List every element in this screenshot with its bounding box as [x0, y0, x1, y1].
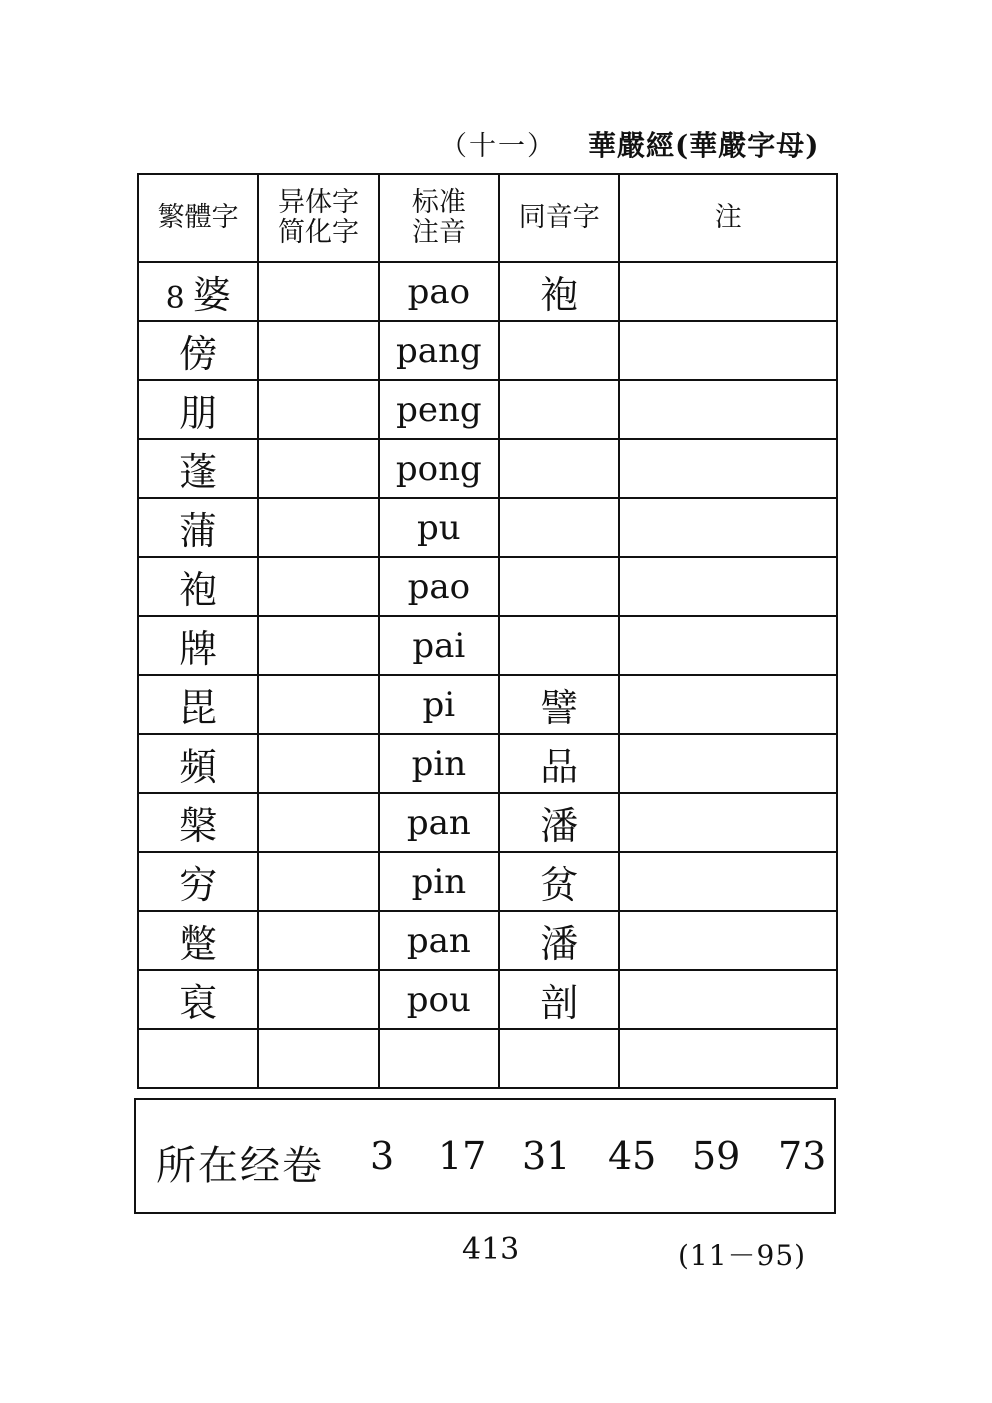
pinyin-cell: [379, 793, 499, 852]
note-cell: [619, 380, 837, 439]
pinyin-text: pang: [396, 330, 482, 371]
traditional-char-cell: [138, 852, 258, 911]
table-header-row: [138, 174, 837, 262]
header-text: 标准: [411, 187, 466, 218]
note-cell: [619, 321, 837, 380]
volume-number: 17: [438, 1134, 487, 1178]
pinyin-cell: [379, 675, 499, 734]
pinyin-cell: [379, 734, 499, 793]
table-row: [138, 793, 837, 852]
variant-char-cell: [258, 498, 378, 557]
variant-char-cell: [258, 616, 378, 675]
traditional-char-cell: [138, 970, 258, 1029]
header-text: 异体字: [278, 187, 360, 218]
traditional-char-text: 裒: [179, 981, 218, 1025]
variant-char-cell: [258, 1029, 378, 1088]
homophone-cell: [499, 321, 619, 380]
traditional-char-cell: [138, 675, 258, 734]
pinyin-cell: [379, 970, 499, 1029]
traditional-char-text: 頻: [179, 745, 218, 789]
traditional-char-cell: [138, 262, 258, 321]
traditional-char-cell: [138, 380, 258, 439]
note-cell: [619, 734, 837, 793]
column-header-note: [619, 174, 837, 262]
traditional-char-cell: [138, 616, 258, 675]
traditional-char-text: 蓬: [179, 450, 218, 494]
pinyin-text: pong: [395, 448, 482, 489]
variant-char-cell: [258, 439, 378, 498]
homophone-cell: [499, 498, 619, 557]
traditional-char-cell: [138, 911, 258, 970]
pinyin-cell: [379, 616, 499, 675]
page-title: 華嚴經(華嚴字母): [588, 129, 820, 162]
column-header-pinyin: [379, 174, 499, 262]
variant-char-cell: [258, 262, 378, 321]
pinyin-cell: [379, 498, 499, 557]
note-cell: [619, 262, 837, 321]
traditional-char-cell: [138, 793, 258, 852]
homophone-cell: [499, 911, 619, 970]
pinyin-text: peng: [396, 389, 482, 430]
pinyin-cell: [379, 439, 499, 498]
traditional-char-cell: [138, 498, 258, 557]
table-row: [138, 380, 837, 439]
pinyin-cell: [379, 1029, 499, 1088]
volume-number: 45: [608, 1134, 657, 1178]
note-cell: [619, 852, 837, 911]
traditional-char-text: 袍: [179, 568, 218, 612]
variant-char-cell: [258, 734, 378, 793]
homophone-cell: [499, 557, 619, 616]
volumes-box: [134, 1098, 836, 1214]
column-header-traditional: [138, 174, 258, 262]
table-row: [138, 321, 837, 380]
table-row: [138, 616, 837, 675]
page-number: 413: [462, 1232, 520, 1267]
variant-char-cell: [258, 675, 378, 734]
pinyin-text: pan: [406, 802, 471, 843]
section-number: （十一）: [440, 131, 556, 162]
header-text: 同音字: [518, 202, 600, 233]
page-code: (11－95): [678, 1239, 807, 1272]
volume-number: 73: [778, 1134, 827, 1178]
traditional-char-cell: [138, 439, 258, 498]
pinyin-text: pu: [417, 507, 461, 548]
note-cell: [619, 793, 837, 852]
traditional-char-text: 牌: [179, 627, 218, 671]
table-row: [138, 675, 837, 734]
pinyin-text: pai: [412, 625, 466, 666]
note-cell: [619, 439, 837, 498]
variant-char-cell: [258, 852, 378, 911]
table-row: [138, 1029, 837, 1088]
homophone-text: 潘: [540, 804, 579, 848]
variant-char-cell: [258, 911, 378, 970]
pinyin-text: pin: [411, 743, 467, 784]
note-cell: [619, 1029, 837, 1088]
pinyin-text: pan: [406, 920, 471, 961]
traditional-char-cell: [138, 321, 258, 380]
pinyin-cell: [379, 321, 499, 380]
table-row: [138, 498, 837, 557]
table-row: [138, 557, 837, 616]
column-header-homophone: [499, 174, 619, 262]
traditional-char-text: 蒲: [179, 509, 218, 553]
homophone-text: 剖: [540, 981, 579, 1025]
pinyin-cell: [379, 911, 499, 970]
volumes-label: 所在经卷: [156, 1143, 324, 1189]
traditional-char-cell: [138, 1029, 258, 1088]
variant-char-cell: [258, 321, 378, 380]
homophone-text: 袍: [540, 273, 579, 317]
traditional-char-cell: [138, 557, 258, 616]
volume-number: 3: [370, 1134, 395, 1178]
table-row: [138, 439, 837, 498]
traditional-char-text: 婆: [192, 273, 231, 317]
homophone-cell: [499, 970, 619, 1029]
traditional-char-text: 毘: [179, 686, 218, 730]
variant-char-cell: [258, 793, 378, 852]
homophone-cell: [499, 852, 619, 911]
pinyin-text: pi: [422, 684, 456, 725]
table-row: [138, 262, 837, 321]
column-header-variant: [258, 174, 378, 262]
traditional-char-text: 朋: [179, 391, 218, 435]
header-text: 注: [714, 202, 742, 233]
variant-char-cell: [258, 557, 378, 616]
pinyin-cell: [379, 852, 499, 911]
pinyin-cell: [379, 380, 499, 439]
note-cell: [619, 911, 837, 970]
variant-char-cell: [258, 380, 378, 439]
homophone-text: 贫: [540, 863, 579, 907]
character-table: [137, 173, 838, 1089]
traditional-char-text: 蹩: [179, 922, 218, 966]
pinyin-text: pao: [407, 566, 471, 607]
variant-char-cell: [258, 970, 378, 1029]
homophone-cell: [499, 616, 619, 675]
traditional-char-cell: [138, 734, 258, 793]
pinyin-text: pin: [411, 861, 467, 902]
homophone-cell: [499, 734, 619, 793]
header-text: 注音: [411, 217, 466, 248]
homophone-text: 潘: [540, 922, 579, 966]
homophone-cell: [499, 1029, 619, 1088]
note-cell: [619, 675, 837, 734]
note-cell: [619, 616, 837, 675]
row-number: 8: [165, 281, 185, 316]
note-cell: [619, 498, 837, 557]
pinyin-text: pao: [407, 271, 471, 312]
pinyin-text: pou: [406, 979, 471, 1020]
traditional-char-text: 穷: [179, 863, 218, 907]
volume-number: 59: [692, 1134, 741, 1178]
homophone-cell: [499, 793, 619, 852]
homophone-cell: [499, 675, 619, 734]
homophone-cell: [499, 380, 619, 439]
pinyin-cell: [379, 262, 499, 321]
table-row: [138, 852, 837, 911]
table-row: [138, 734, 837, 793]
table-row: [138, 970, 837, 1029]
table-row: [138, 911, 837, 970]
volume-number: 31: [522, 1134, 571, 1178]
homophone-cell: [499, 439, 619, 498]
header-text: 简化字: [278, 217, 360, 248]
pinyin-cell: [379, 557, 499, 616]
homophone-text: 譬: [540, 686, 579, 730]
header-text: 繁體字: [157, 202, 239, 233]
note-cell: [619, 970, 837, 1029]
note-cell: [619, 557, 837, 616]
traditional-char-text: 傍: [179, 332, 218, 376]
traditional-char-text: 槃: [179, 804, 218, 848]
homophone-text: 品: [540, 745, 579, 789]
homophone-cell: [499, 262, 619, 321]
